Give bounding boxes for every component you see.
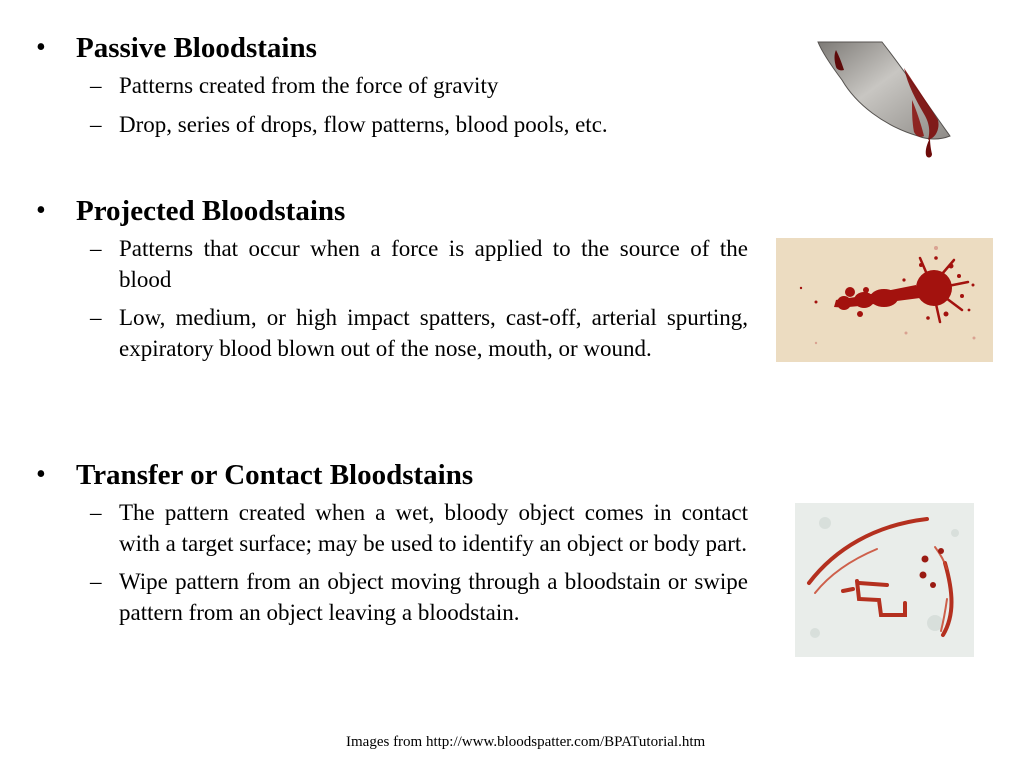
dash: – bbox=[90, 73, 102, 98]
heading-transfer-bloodstains: Transfer or Contact Bloodstains bbox=[76, 459, 474, 491]
section-projected bbox=[36, 194, 748, 372]
section-passive bbox=[36, 31, 748, 148]
subitem-list bbox=[36, 498, 748, 628]
bullet: • bbox=[36, 459, 46, 490]
image-source-caption: Images from http://www.bloodspatter.com/BPATutorial.htm bbox=[346, 734, 706, 750]
bullet: • bbox=[36, 195, 46, 226]
dash: – bbox=[90, 500, 102, 525]
bullet: • bbox=[36, 32, 46, 63]
dash: – bbox=[90, 305, 102, 330]
subitem bbox=[36, 71, 748, 102]
section-transfer bbox=[36, 458, 748, 636]
transfer-stain-image bbox=[795, 503, 974, 657]
subitem bbox=[36, 498, 748, 559]
dash: – bbox=[90, 236, 102, 261]
subitem bbox=[36, 567, 748, 628]
subitem bbox=[36, 110, 748, 141]
dash: – bbox=[90, 569, 102, 594]
projected-spatter-image bbox=[776, 238, 993, 362]
heading-projected-bloodstains: Projected Bloodstains bbox=[76, 195, 346, 227]
subitem-text: Wipe pattern from an object moving through a bloodstain or swipe pattern from an object leaving a bloodstain. bbox=[119, 569, 748, 625]
subitem bbox=[36, 303, 748, 364]
subitem-text: The pattern created when a wet, bloody object comes in contact with a target surface; may be used to identify an object or body part. bbox=[119, 500, 748, 556]
heading-passive-bloodstains: Passive Bloodstains bbox=[76, 32, 317, 64]
subitem-list bbox=[36, 234, 748, 364]
knife-blade-image bbox=[812, 40, 952, 162]
subitem-text: Low, medium, or high impact spatters, cast-off, arterial spurting, expiratory blood blown out of the nose, mouth, or wound. bbox=[119, 305, 748, 361]
subitem-list bbox=[36, 71, 748, 140]
dash: – bbox=[90, 111, 102, 137]
subitem-text: Drop, series of drops, flow patterns, blood pools, etc. bbox=[119, 111, 608, 137]
subitem-text: Patterns that occur when a force is applied to the source of the blood bbox=[119, 236, 748, 292]
subitem-text: Patterns created from the force of gravity bbox=[119, 73, 499, 98]
subitem bbox=[36, 234, 748, 295]
